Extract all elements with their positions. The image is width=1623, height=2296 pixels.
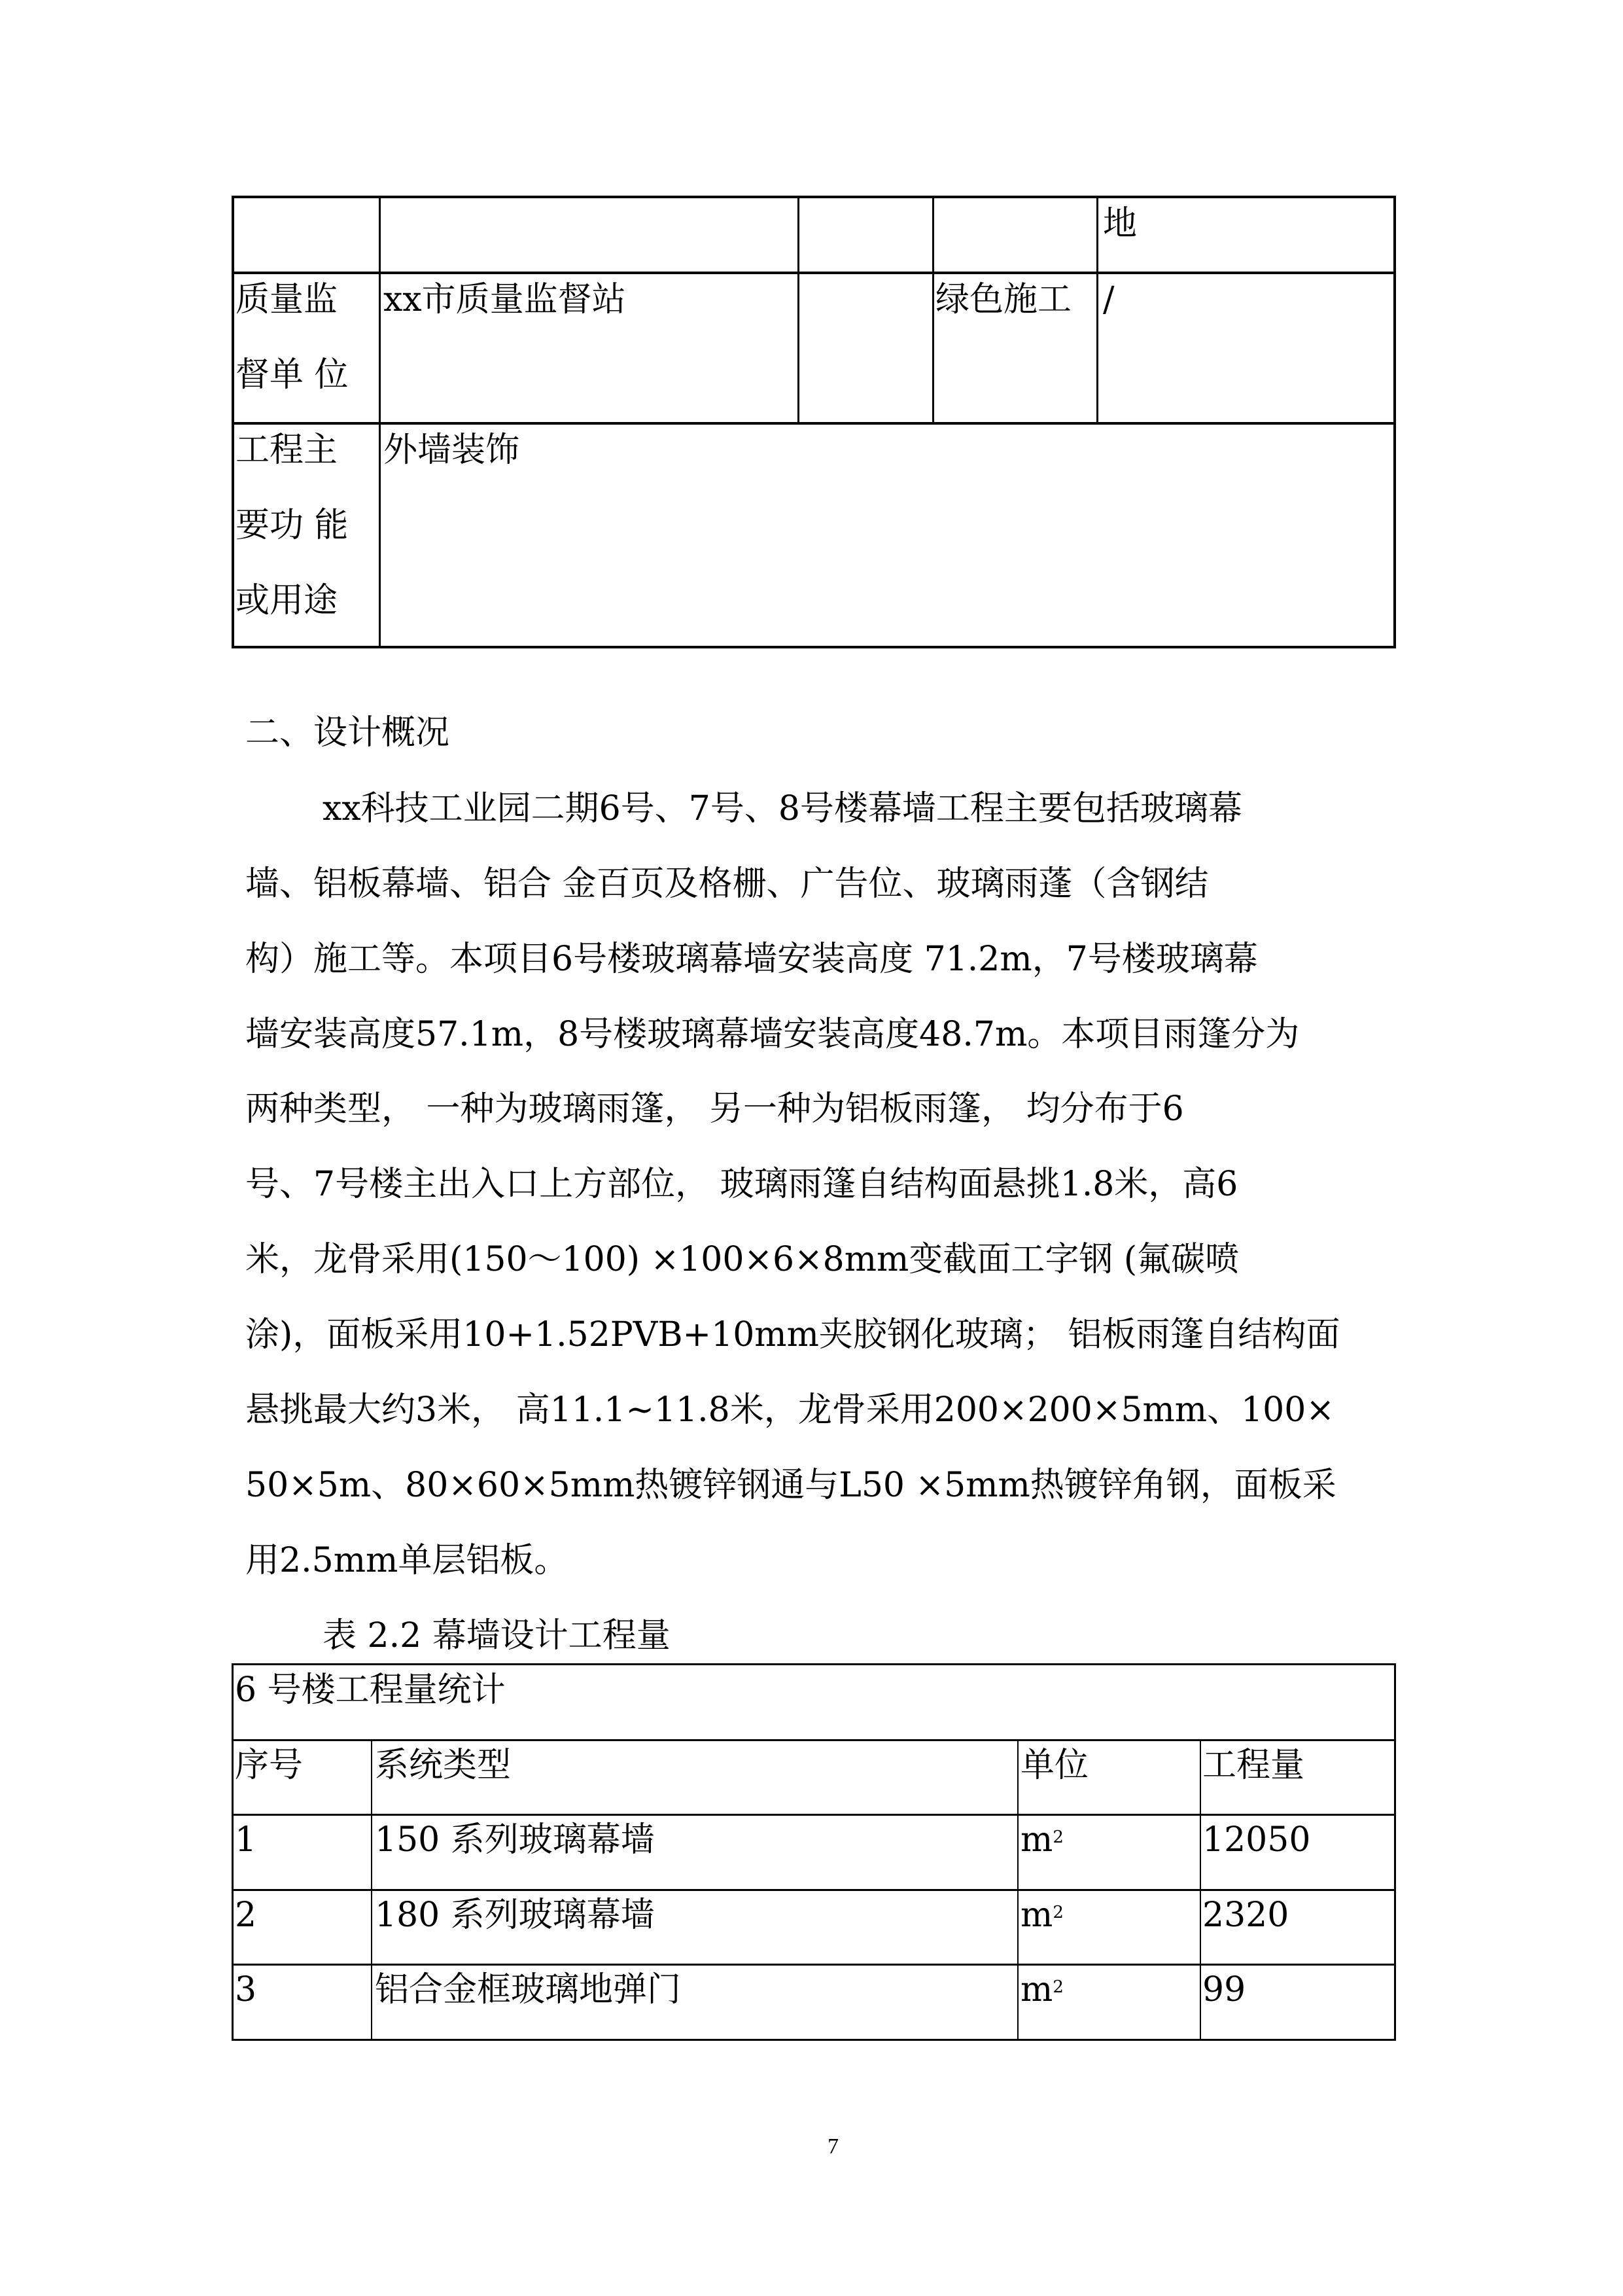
row-unit: [1021, 1970, 1064, 2009]
paragraph-line: 悬挑最大约3米， 高11.1~11.8米，龙骨采用200×200×5mm、100×: [245, 1390, 1335, 1430]
table2-border-left: [232, 1663, 234, 2041]
paragraph-line: 号、7号楼主出入口上方部位， 玻璃雨篷自结构面悬挑1.8米，高6: [245, 1165, 1238, 1204]
unit-text: m: [1021, 1896, 1053, 1935]
column-header-qty: 工程量: [1202, 1746, 1305, 1785]
row-type: 180 系列玻璃幕墙: [375, 1896, 655, 1935]
main-function-value: 外墙装饰: [383, 431, 520, 470]
table2-row-divider: [232, 1739, 1396, 1741]
table1-row-divider: [232, 272, 1396, 274]
page-number: 7: [828, 2134, 839, 2159]
table2-row-divider: [232, 1814, 1396, 1816]
table1-border-top: [232, 196, 1396, 198]
paragraph-line: 涂)，面板采用10+1.52PVB+10mm夹胶钢化玻璃； 铝板雨篷自结构面: [245, 1315, 1340, 1354]
column-header-type: 系统类型: [375, 1746, 512, 1785]
cell-text: 地: [1103, 204, 1138, 243]
table2-col-divider: [1200, 1739, 1201, 2041]
section-heading: 二、设计概况: [245, 713, 450, 752]
paragraph-line: 墙、铝板幕墙、铝合 金百页及格栅、广告位、玻璃雨蓬（含钢结: [245, 864, 1209, 904]
table1-border-left: [232, 196, 234, 648]
quality-supervision-value: xx市质量监督站: [383, 280, 626, 319]
row-type: 铝合金框玻璃地弹门: [375, 1970, 682, 2009]
row-label: 质量监: [236, 280, 338, 319]
row-no: 3: [235, 1970, 257, 2009]
paragraph-line: xx科技工业园二期6号、7号、8号楼幕墙工程主要包括玻璃幕: [323, 789, 1242, 828]
unit-text: m: [1021, 1820, 1053, 1860]
paragraph-line: 两种类型， 一种为玻璃雨篷， 另一种为铝板雨篷， 均分布于6: [245, 1089, 1184, 1129]
unit-superscript: 2: [1053, 1903, 1064, 1922]
paragraph-line: 构）施工等。本项目6号楼玻璃幕墙安装高度 71.2m，7号楼玻璃幕: [245, 940, 1258, 979]
row-label: 要功 能: [236, 506, 349, 545]
row-no: 1: [235, 1820, 257, 1860]
row-unit: [1021, 1820, 1064, 1860]
table1-col-divider: [797, 196, 799, 425]
paragraph-line: 50×5m、80×60×5mm热镀锌钢通与L50 ×5mm热镀锌角钢，面板采: [245, 1466, 1336, 1505]
table2-border-bottom: [232, 2039, 1396, 2041]
table-caption: 表 2.2 幕墙设计工程量: [323, 1616, 671, 1655]
row-no: 2: [235, 1896, 257, 1935]
table1-border-right: [1393, 196, 1396, 648]
table2-border-top: [232, 1663, 1396, 1665]
table2-row-divider: [232, 1964, 1396, 1966]
paragraph-line: 用2.5mm单层铝板。: [245, 1541, 568, 1580]
table1-col-divider: [932, 196, 934, 425]
row-label: 绿色施工: [935, 280, 1072, 319]
table2-row-divider: [232, 1889, 1396, 1891]
row-label: 工程主: [236, 431, 338, 470]
paragraph-line: 墙安装高度57.1m，8号楼玻璃幕墙安装高度48.7m。本项目雨篷分为: [245, 1015, 1300, 1054]
row-qty: 12050: [1202, 1820, 1311, 1860]
paragraph-line: 米，龙骨采用(150～100) ×100×6×8mm变截面工字钢 (氟碳喷: [245, 1240, 1240, 1279]
column-header-no: 序号: [235, 1746, 304, 1785]
unit-superscript: 2: [1053, 1828, 1064, 1847]
table1-col-divider: [379, 196, 381, 648]
table2-col-divider: [371, 1739, 372, 2041]
table2-border-right: [1394, 1663, 1396, 2041]
table2-title: 6 号楼工程量统计: [235, 1670, 506, 1710]
green-construction-value: /: [1103, 280, 1115, 319]
row-unit: [1021, 1896, 1064, 1935]
row-qty: 99: [1202, 1970, 1246, 2009]
column-header-unit: 单位: [1021, 1746, 1089, 1785]
row-label: 或用途: [236, 581, 338, 620]
table1-border-bottom: [232, 646, 1396, 648]
table1-row-divider: [232, 422, 1396, 425]
unit-text: m: [1021, 1970, 1053, 2009]
row-label: 督单 位: [236, 355, 349, 395]
unit-superscript: 2: [1053, 1977, 1064, 1997]
table2-col-divider: [1017, 1739, 1019, 2041]
row-type: 150 系列玻璃幕墙: [375, 1820, 655, 1860]
table1-col-divider: [1096, 196, 1098, 425]
row-qty: 2320: [1202, 1896, 1289, 1935]
